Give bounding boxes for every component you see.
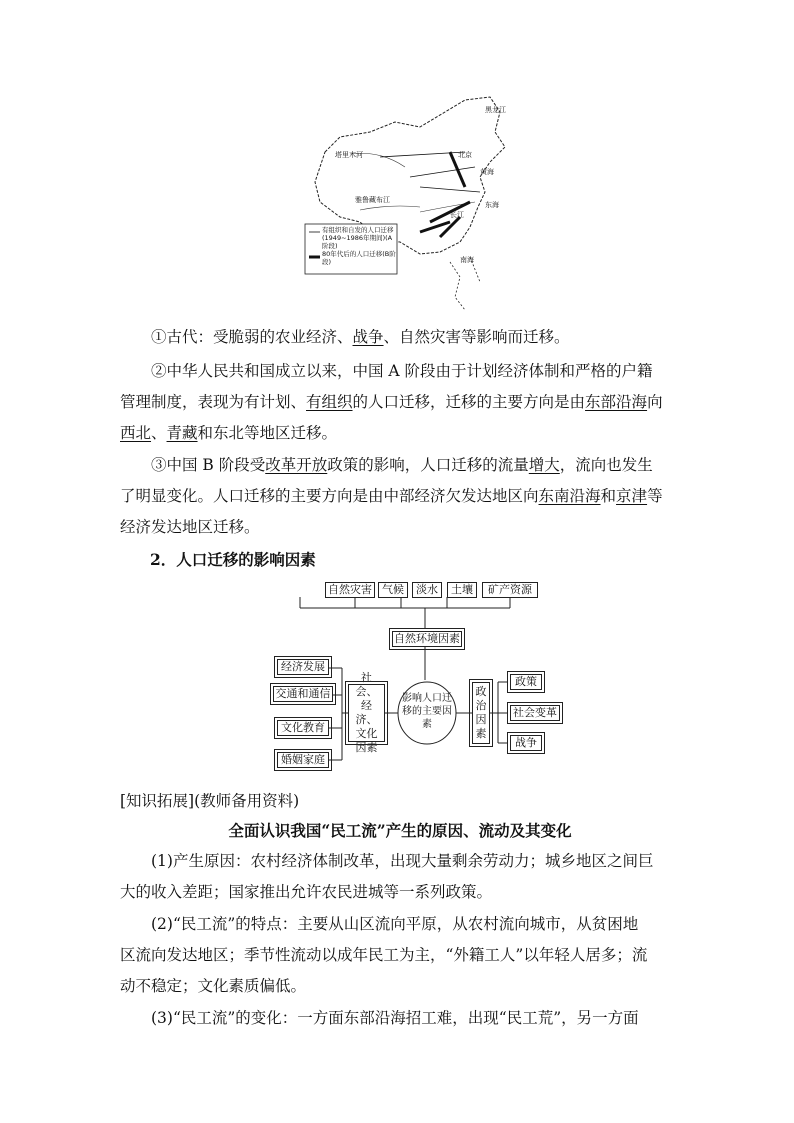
factor-natural-disaster: 自然灾害 xyxy=(325,582,375,598)
p2-underline-qingzang: 青藏 xyxy=(166,424,198,442)
china-map-svg xyxy=(300,92,520,314)
paragraph-ancient xyxy=(120,322,680,353)
p3-line1c: ，流向也发生 xyxy=(559,456,653,474)
p2-underline-east: 东部沿海 xyxy=(585,393,648,411)
south-sea-islands xyxy=(450,257,480,310)
social-item-marriage: 婚姻家庭 xyxy=(277,752,329,768)
map-label-yarlung: 雅鲁藏布江 xyxy=(355,196,390,204)
political-item-war: 战争 xyxy=(510,735,542,751)
legend-a-text: 有组织和自发的人口迁移(1949~1986年期间)(A阶段) xyxy=(322,226,394,250)
political-item-social-change: 社会变革 xyxy=(510,705,560,721)
extension-changes: (3)“民工流”的变化：一方面东部沿海招工难，出现“民工荒”，另一方面 xyxy=(151,1009,639,1027)
map-label-tarim: 塔里木河 xyxy=(335,151,363,159)
map-label-changjiang: 长江 xyxy=(450,211,464,219)
paragraph-stage-a xyxy=(120,356,680,449)
arrow-b-3 xyxy=(440,217,460,237)
p2-line3a: 、 xyxy=(151,424,167,442)
p3-line1b: 政策的影响，人口迁移的流量 xyxy=(327,456,529,474)
social-item-economy: 经济发展 xyxy=(277,659,329,675)
map-label-huanghai: 黄海 xyxy=(480,168,494,176)
extension-tag: [知识拓展](教师备用资料) xyxy=(120,792,300,810)
features-line3: 动不稳定；文化素质偏低。 xyxy=(120,977,307,995)
p2-line3b: 和东北等地区迁移。 xyxy=(197,424,338,442)
p2-line2c: 向 xyxy=(647,393,663,411)
legend-b-text: 80年代后的人口迁移(B阶段) xyxy=(322,250,396,266)
p3-line2: 了明显变化。人口迁移的主要方向是由中部经济欠发达地区向 xyxy=(120,487,539,505)
arrow-a-1 xyxy=(410,167,475,177)
cause-line1: (1)产生原因：农村经济体制改革，出现大量剩余劳动力；城乡地区之间巨 xyxy=(151,852,654,870)
p1-suffix: 、自然灾害等影响而迁移。 xyxy=(383,328,570,346)
diagram-connectors xyxy=(270,580,590,780)
p2-line1: ②中华人民共和国成立以来，中国 A 阶段由于计划经济体制和严格的户籍 xyxy=(151,362,653,380)
cause-line2: 大的收入差距；国家推出允许农民进城等一系列政策。 xyxy=(120,883,493,901)
arrow-a-3 xyxy=(420,187,480,192)
p3-underline-reform: 改革开放 xyxy=(265,456,328,474)
p3-underline-southeast: 东南沿海 xyxy=(538,487,601,505)
extension-features xyxy=(120,909,680,1002)
p2-line2a: 管理制度，表现为有计划、 xyxy=(120,393,307,411)
p3-underline-increase: 增大 xyxy=(528,456,560,474)
p3-line2b: 和 xyxy=(600,487,617,505)
factor-soil: 土壤 xyxy=(447,582,477,598)
p2-underline-northwest: 西北 xyxy=(120,424,152,442)
section-heading-2: 2．人口迁移的影响因素 xyxy=(150,550,316,569)
center-label: 影响人口迁移的主要因素 xyxy=(402,693,452,730)
p2-underline-organized: 有组织 xyxy=(306,393,353,411)
social-item-transport: 交通和通信 xyxy=(273,686,333,702)
p3-line2c: 等 xyxy=(647,487,663,505)
paragraph-stage-b xyxy=(120,450,680,543)
p3-line3: 经济发达地区迁移。 xyxy=(120,518,260,536)
features-line1: (2)“民工流”的特点：主要从山区流向平原，从农村流向城市，从贫困地 xyxy=(151,915,639,933)
factor-minerals: 矿产资源 xyxy=(482,582,538,598)
p3-underline-jingjin: 京津 xyxy=(616,487,648,505)
features-line2: 区流向发达地区；季节性流动以成年民工为主，“外籍工人”以年轻人居多；流 xyxy=(120,946,648,964)
factor-water: 淡水 xyxy=(412,582,442,598)
extension-title: 全面认识我国“民工流”产生的原因、流动及其变化 xyxy=(228,821,572,840)
social-economic-cultural-factor: 社会、经济、文化因素 xyxy=(348,684,385,742)
extension-cause xyxy=(120,846,680,908)
p2-line2b: 的人口迁移，迁移的主要方向是由 xyxy=(352,393,586,411)
china-migration-map xyxy=(300,92,520,314)
map-label-nanhai: 南海 xyxy=(460,256,474,264)
natural-environment-factor: 自然环境因素 xyxy=(394,632,460,645)
p1-prefix: ①古代：受脆弱的农业经济、 xyxy=(151,328,353,346)
yarlung-river xyxy=(360,206,420,210)
political-item-policy: 政策 xyxy=(510,674,542,690)
p3-line1a: ③中国 B 阶段受 xyxy=(151,456,266,474)
map-label-heilongjiang: 黑龙江 xyxy=(485,106,506,114)
migration-factors-diagram xyxy=(270,580,590,780)
map-label-beijing: 北京 xyxy=(458,151,472,159)
factor-climate: 气候 xyxy=(378,582,408,598)
political-factor: 政治因素 xyxy=(472,682,490,744)
social-item-education: 文化教育 xyxy=(277,720,329,736)
p1-underline-war: 战争 xyxy=(352,328,384,346)
map-label-donghai: 东海 xyxy=(485,201,499,209)
